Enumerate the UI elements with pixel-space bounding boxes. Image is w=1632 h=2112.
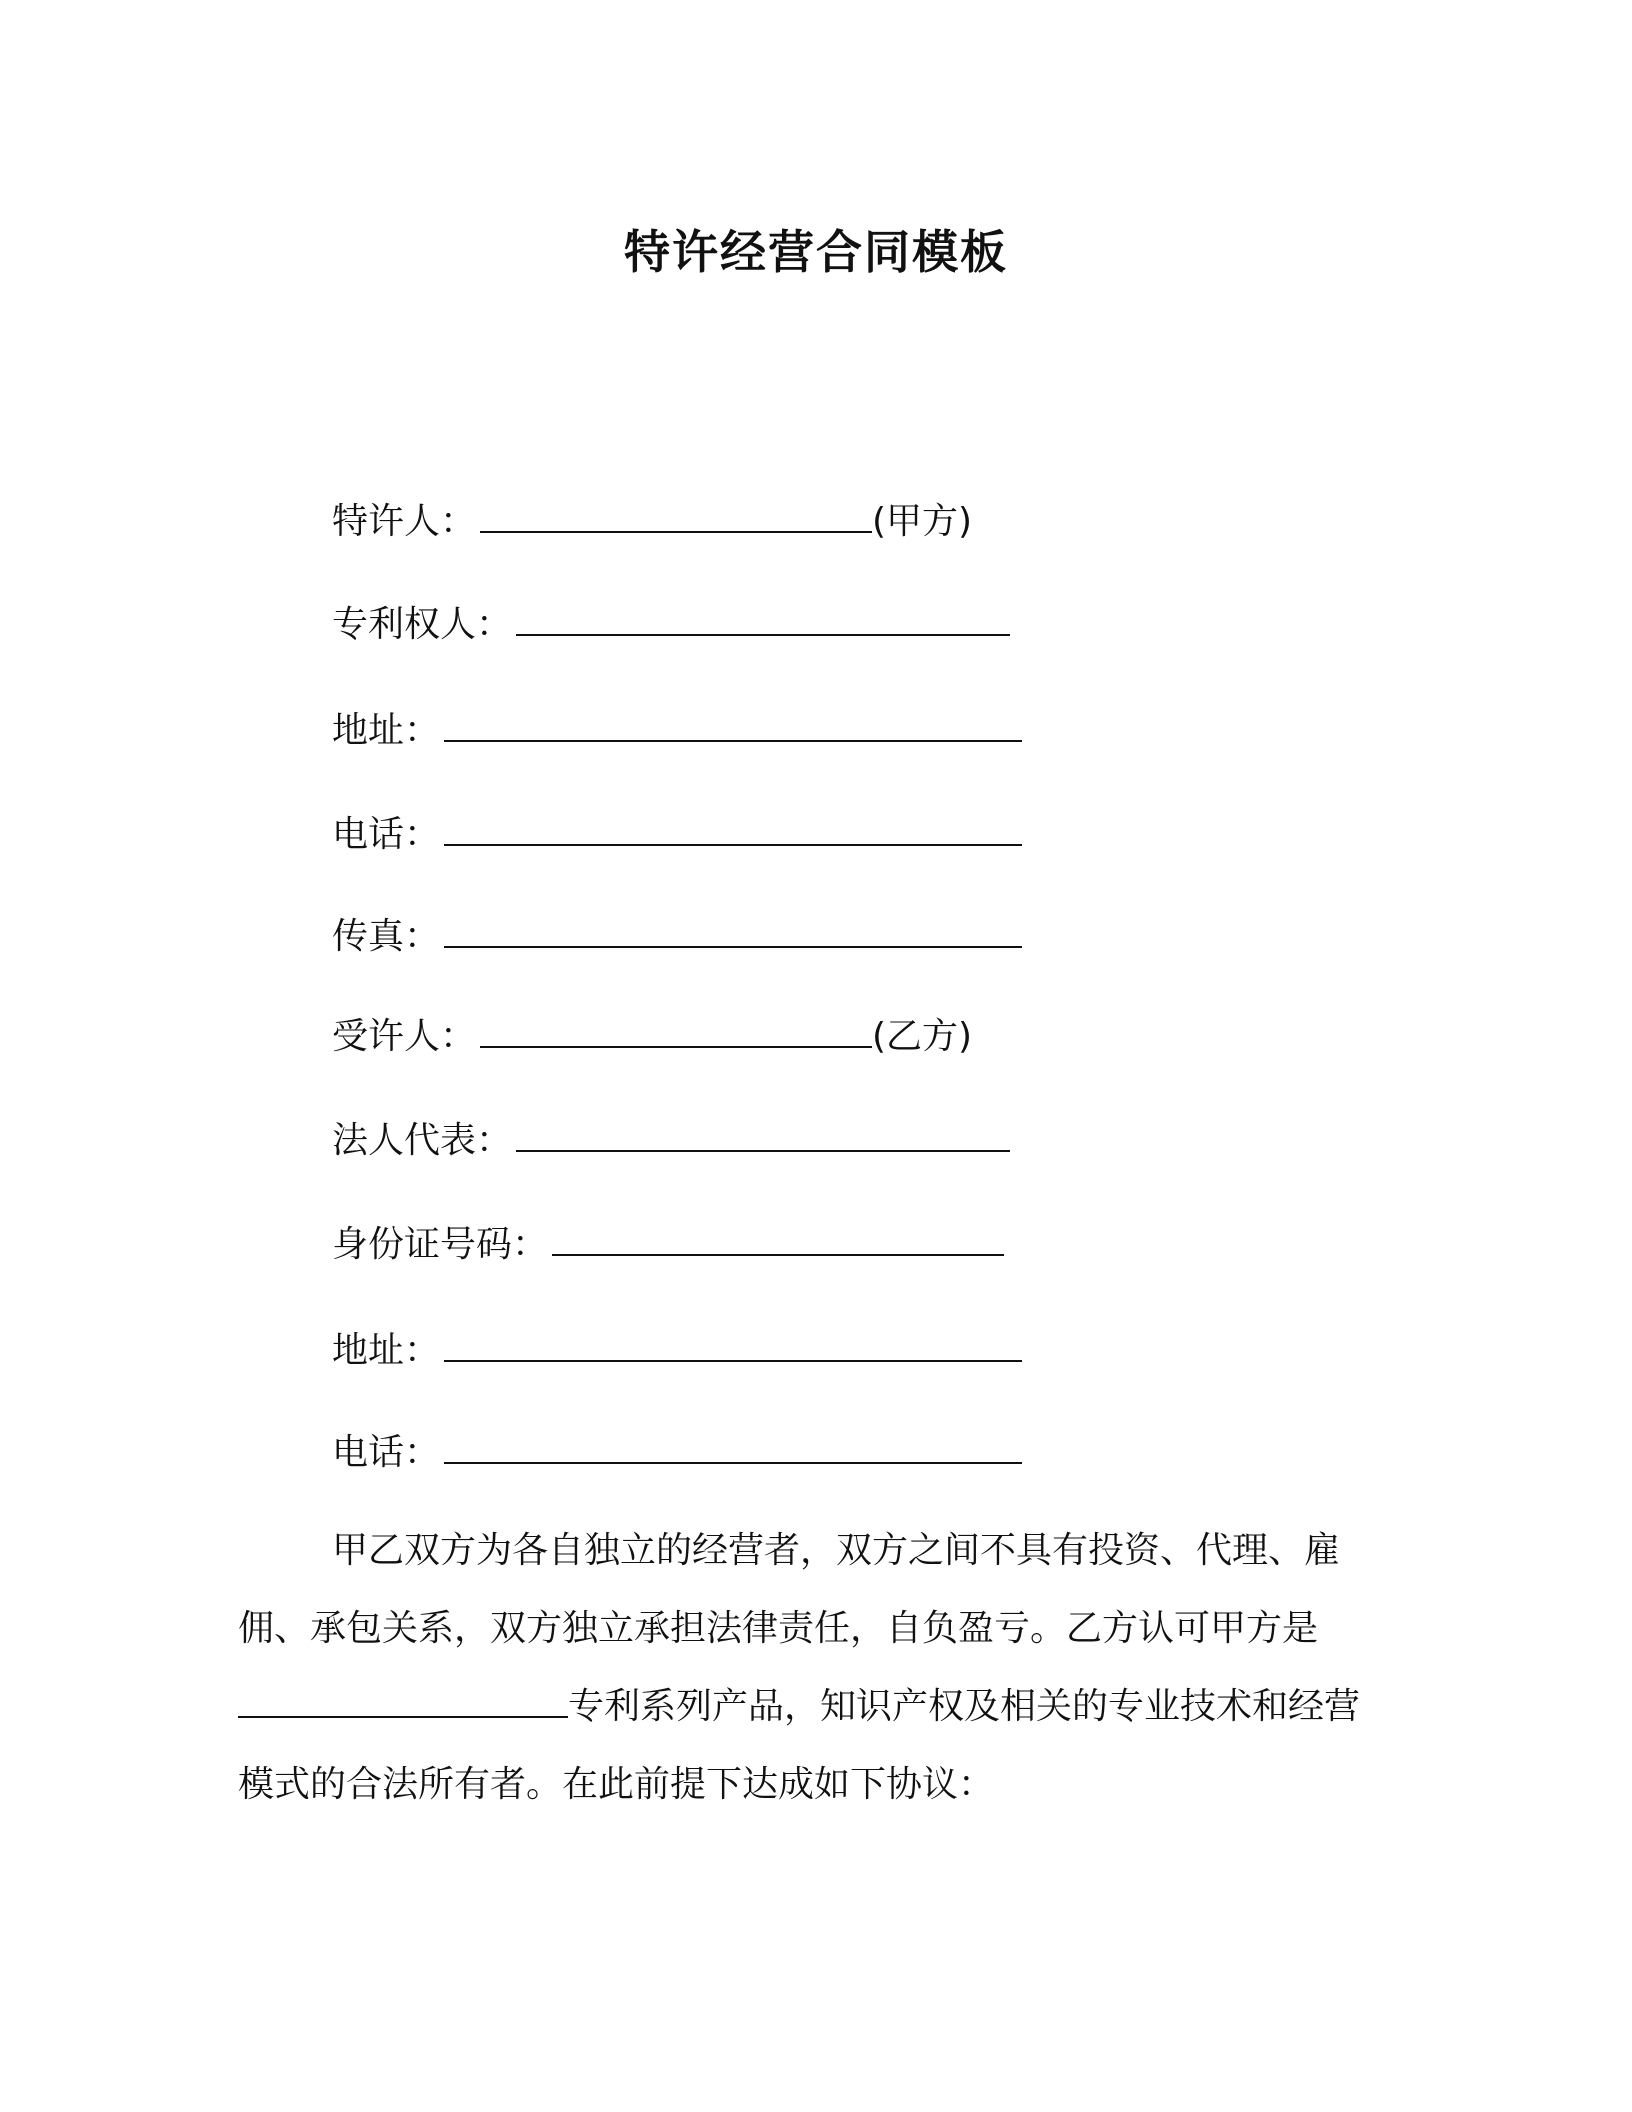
field-label: 电话： [332,1432,441,1473]
licensee-phone-blank[interactable] [444,1426,1022,1464]
field-label: 地址： [332,710,441,751]
fax-blank[interactable] [444,910,1022,948]
field-label: 身份证号码： [332,1224,549,1265]
id-number-field [332,1218,1004,1270]
field-label: 传真： [332,916,441,957]
field-label: 电话： [332,814,441,855]
legal-rep-field [332,1114,1010,1166]
licensor-address-blank[interactable] [444,704,1022,742]
licensor-address-field [332,704,1022,756]
field-suffix: (乙方) [872,1016,973,1057]
patent-holder-blank[interactable] [516,598,1010,636]
licensee-blank[interactable] [480,1010,872,1048]
legal-rep-blank[interactable] [516,1114,1010,1152]
field-label: 地址： [332,1330,441,1371]
licensor-phone-field [332,808,1022,860]
licensee-address-blank[interactable] [444,1324,1022,1362]
fax-field [332,910,1022,962]
field-label: 专利权人： [332,604,513,645]
intro-text-part2: 专利系列产品，知识产权及相关的专业技术和经营模式的合法所有者。在此前提下达成如下协议： [238,1686,1361,1805]
intro-text-part1: 甲乙双方为各自独立的经营者，双方之间不具有投资、代理、雇佣、承包关系，双方独立承担法律责任，自负盈亏。乙方认可甲方是 [238,1530,1341,1649]
licensee-phone-field [332,1426,1022,1478]
licensee-field [332,1010,972,1062]
patent-product-blank[interactable] [238,1680,568,1718]
patent-holder-field [332,598,1010,650]
licensor-blank[interactable] [480,495,872,533]
field-suffix: (甲方) [872,501,973,542]
field-label: 特许人： [332,501,477,542]
licensor-field [332,495,972,547]
intro-paragraph [238,1512,1388,1824]
field-label: 法人代表： [332,1120,513,1161]
field-label: 受许人： [332,1016,477,1057]
page-title: 特许经营合同模板 [624,225,1008,279]
licensor-phone-blank[interactable] [444,808,1022,846]
id-number-blank[interactable] [552,1218,1004,1256]
licensee-address-field [332,1324,1022,1376]
